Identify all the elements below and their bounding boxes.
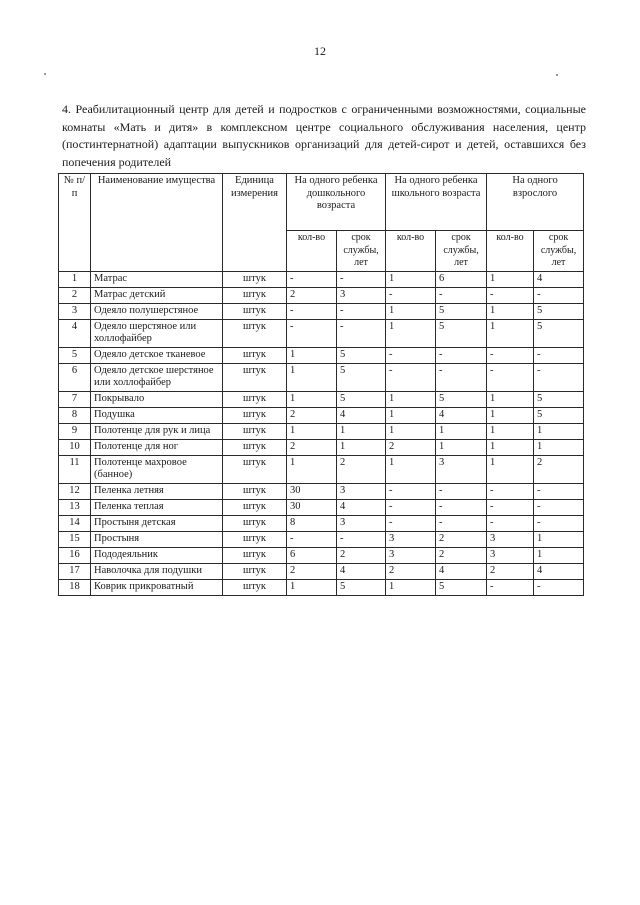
item-name: Одеяло детское тканевое	[91, 347, 223, 363]
cell-service-life: 4	[337, 499, 386, 515]
cell-service-life: -	[534, 483, 584, 499]
cell-quantity: -	[386, 499, 436, 515]
cell-quantity: 8	[287, 515, 337, 531]
cell-quantity: -	[487, 515, 534, 531]
cell-quantity: 1	[287, 579, 337, 595]
cell-service-life: 5	[534, 303, 584, 319]
item-name: Полотенце для ног	[91, 439, 223, 455]
cell-service-life: 5	[436, 319, 487, 347]
cell-service-life: 2	[436, 547, 487, 563]
item-unit: штук	[223, 579, 287, 595]
item-name: Полотенце для рук и лица	[91, 423, 223, 439]
cell-service-life: 3	[436, 455, 487, 483]
row-number: 18	[59, 579, 91, 595]
cell-quantity: -	[386, 363, 436, 391]
table-row	[59, 547, 584, 563]
table-row	[59, 455, 584, 483]
row-number: 1	[59, 271, 91, 287]
header-group-preschool: На одного ребенка дошкольного возраста	[287, 174, 386, 231]
cell-service-life: -	[436, 363, 487, 391]
cell-service-life: 4	[337, 563, 386, 579]
header-term: срок службы, лет	[337, 231, 386, 272]
cell-service-life: 2	[337, 455, 386, 483]
table-row	[59, 439, 584, 455]
item-unit: штук	[223, 499, 287, 515]
table-body	[59, 271, 584, 595]
item-name: Полотенце махровое (банное)	[91, 455, 223, 483]
cell-quantity: 1	[386, 319, 436, 347]
item-unit: штук	[223, 363, 287, 391]
scan-speck	[556, 74, 558, 76]
header-name: Наименование имущества	[91, 174, 223, 272]
cell-service-life: 5	[436, 391, 487, 407]
cell-quantity: -	[487, 579, 534, 595]
cell-service-life: 6	[436, 271, 487, 287]
item-name: Коврик прикроватный	[91, 579, 223, 595]
item-unit: штук	[223, 347, 287, 363]
item-unit: штук	[223, 271, 287, 287]
cell-quantity: 2	[386, 563, 436, 579]
cell-service-life: 1	[534, 531, 584, 547]
header-group-adult: На одного взрослого	[487, 174, 584, 231]
item-unit: штук	[223, 303, 287, 319]
row-number: 9	[59, 423, 91, 439]
cell-quantity: 1	[386, 303, 436, 319]
cell-service-life: -	[534, 287, 584, 303]
row-number: 11	[59, 455, 91, 483]
cell-quantity: 2	[287, 563, 337, 579]
cell-service-life: 5	[436, 303, 487, 319]
item-name: Пеленка летняя	[91, 483, 223, 499]
cell-service-life: 1	[534, 439, 584, 455]
cell-service-life: 5	[534, 407, 584, 423]
row-number: 15	[59, 531, 91, 547]
cell-service-life: -	[337, 531, 386, 547]
cell-quantity: -	[487, 499, 534, 515]
item-name: Пододеяльник	[91, 547, 223, 563]
item-unit: штук	[223, 531, 287, 547]
header-term: срок службы, лет	[534, 231, 584, 272]
header-num: № п/п	[59, 174, 91, 272]
row-number: 13	[59, 499, 91, 515]
cell-quantity: 1	[487, 407, 534, 423]
cell-quantity: 2	[287, 439, 337, 455]
cell-service-life: 1	[436, 439, 487, 455]
table-row	[59, 407, 584, 423]
cell-quantity: 3	[386, 531, 436, 547]
item-unit: штук	[223, 515, 287, 531]
cell-quantity: 1	[386, 455, 436, 483]
cell-quantity: -	[287, 271, 337, 287]
cell-quantity: -	[386, 515, 436, 531]
cell-quantity: 1	[287, 455, 337, 483]
table-row	[59, 347, 584, 363]
item-unit: штук	[223, 391, 287, 407]
row-number: 6	[59, 363, 91, 391]
item-unit: штук	[223, 455, 287, 483]
cell-quantity: 1	[386, 423, 436, 439]
item-name: Покрывало	[91, 391, 223, 407]
cell-quantity: -	[386, 347, 436, 363]
table-row	[59, 303, 584, 319]
table-row	[59, 515, 584, 531]
cell-service-life: 3	[337, 515, 386, 531]
cell-quantity: 1	[386, 407, 436, 423]
cell-service-life: 1	[337, 423, 386, 439]
table-row	[59, 563, 584, 579]
scan-speck	[44, 73, 46, 75]
item-name: Матрас	[91, 271, 223, 287]
cell-service-life: -	[534, 499, 584, 515]
cell-quantity: 2	[487, 563, 534, 579]
cell-quantity: -	[487, 363, 534, 391]
cell-quantity: 6	[287, 547, 337, 563]
item-name: Одеяло шерстяное или холлофайбер	[91, 319, 223, 347]
cell-quantity: 3	[487, 547, 534, 563]
cell-quantity: -	[487, 347, 534, 363]
section-heading: 4. Реабилитационный центр для детей и подростков с ограниченными возможностями, социальные комнаты «Мать и дитя» в комплексном центре социального обслуживания населения, центр (постинтернатной) адаптации выпускников организаций для детей-сирот и детей, оставшихся без попечения родителей	[62, 102, 586, 169]
cell-service-life: 1	[436, 423, 487, 439]
cell-quantity: -	[386, 287, 436, 303]
item-unit: штук	[223, 423, 287, 439]
item-unit: штук	[223, 547, 287, 563]
table-row	[59, 363, 584, 391]
cell-quantity: 1	[287, 363, 337, 391]
cell-service-life: -	[337, 271, 386, 287]
cell-service-life: -	[436, 499, 487, 515]
header-qty: кол-во	[487, 231, 534, 272]
table-row	[59, 271, 584, 287]
cell-service-life: 4	[534, 563, 584, 579]
cell-quantity: 1	[487, 423, 534, 439]
table-row	[59, 483, 584, 499]
cell-service-life: 5	[337, 347, 386, 363]
item-name: Наволочка для подушки	[91, 563, 223, 579]
row-number: 3	[59, 303, 91, 319]
cell-quantity: 1	[487, 391, 534, 407]
cell-service-life: -	[534, 363, 584, 391]
cell-service-life: 5	[534, 319, 584, 347]
cell-quantity: -	[487, 287, 534, 303]
item-name: Матрас детский	[91, 287, 223, 303]
cell-service-life: -	[436, 483, 487, 499]
row-number: 8	[59, 407, 91, 423]
header-group-school: На одного ребенка школьного возраста	[386, 174, 487, 231]
item-name: Подушка	[91, 407, 223, 423]
cell-service-life: -	[534, 579, 584, 595]
row-number: 2	[59, 287, 91, 303]
cell-quantity: 3	[386, 547, 436, 563]
cell-service-life: -	[436, 347, 487, 363]
cell-service-life: 5	[337, 579, 386, 595]
cell-quantity: -	[487, 483, 534, 499]
header-unit: Единица измерения	[223, 174, 287, 272]
row-number: 7	[59, 391, 91, 407]
table-row	[59, 579, 584, 595]
cell-service-life: -	[436, 515, 487, 531]
item-name: Пеленка теплая	[91, 499, 223, 515]
cell-quantity: 1	[386, 271, 436, 287]
row-number: 14	[59, 515, 91, 531]
row-number: 5	[59, 347, 91, 363]
cell-service-life: 2	[436, 531, 487, 547]
cell-quantity: 30	[287, 483, 337, 499]
item-unit: штук	[223, 319, 287, 347]
table-row	[59, 391, 584, 407]
cell-quantity: 30	[287, 499, 337, 515]
page-number: 12	[314, 44, 326, 58]
header-qty: кол-во	[287, 231, 337, 272]
inventory-table	[58, 173, 584, 596]
cell-quantity: 1	[487, 319, 534, 347]
item-unit: штук	[223, 287, 287, 303]
cell-quantity: 1	[386, 391, 436, 407]
table-row	[59, 287, 584, 303]
row-number: 12	[59, 483, 91, 499]
cell-service-life: 1	[534, 423, 584, 439]
cell-quantity: 2	[386, 439, 436, 455]
cell-quantity: 2	[287, 287, 337, 303]
row-number: 16	[59, 547, 91, 563]
item-unit: штук	[223, 407, 287, 423]
cell-quantity: 1	[386, 579, 436, 595]
cell-service-life: -	[436, 287, 487, 303]
cell-quantity: 1	[487, 439, 534, 455]
cell-service-life: -	[337, 319, 386, 347]
cell-quantity: 1	[287, 347, 337, 363]
row-number: 4	[59, 319, 91, 347]
table-row	[59, 531, 584, 547]
cell-quantity: 1	[487, 455, 534, 483]
cell-service-life: 5	[337, 363, 386, 391]
item-name: Одеяло детское шерстяное или холлофайбер	[91, 363, 223, 391]
header-term: срок службы, лет	[436, 231, 487, 272]
cell-service-life: 2	[534, 455, 584, 483]
cell-quantity: 1	[287, 391, 337, 407]
cell-service-life: 5	[337, 391, 386, 407]
cell-service-life: 1	[337, 439, 386, 455]
header-qty: кол-во	[386, 231, 436, 272]
cell-service-life: 3	[337, 287, 386, 303]
cell-service-life: 4	[534, 271, 584, 287]
cell-service-life: 1	[534, 547, 584, 563]
item-unit: штук	[223, 439, 287, 455]
cell-service-life: 3	[337, 483, 386, 499]
item-unit: штук	[223, 483, 287, 499]
cell-service-life: 4	[337, 407, 386, 423]
cell-service-life: 4	[436, 407, 487, 423]
cell-quantity: -	[287, 531, 337, 547]
item-name: Простыня	[91, 531, 223, 547]
cell-quantity: 3	[487, 531, 534, 547]
item-unit: штук	[223, 563, 287, 579]
cell-quantity: 1	[487, 303, 534, 319]
cell-quantity: 1	[487, 271, 534, 287]
table-row	[59, 499, 584, 515]
cell-service-life: 5	[436, 579, 487, 595]
cell-service-life: 4	[436, 563, 487, 579]
cell-service-life: -	[534, 347, 584, 363]
item-name: Одеяло полушерстяное	[91, 303, 223, 319]
cell-service-life: -	[534, 515, 584, 531]
cell-quantity: -	[287, 303, 337, 319]
cell-quantity: 1	[287, 423, 337, 439]
row-number: 10	[59, 439, 91, 455]
cell-quantity: -	[386, 483, 436, 499]
item-name: Простыня детская	[91, 515, 223, 531]
cell-quantity: 2	[287, 407, 337, 423]
table-row	[59, 423, 584, 439]
cell-service-life: 5	[534, 391, 584, 407]
cell-quantity: -	[287, 319, 337, 347]
cell-service-life: -	[337, 303, 386, 319]
cell-service-life: 2	[337, 547, 386, 563]
row-number: 17	[59, 563, 91, 579]
table-row	[59, 319, 584, 347]
